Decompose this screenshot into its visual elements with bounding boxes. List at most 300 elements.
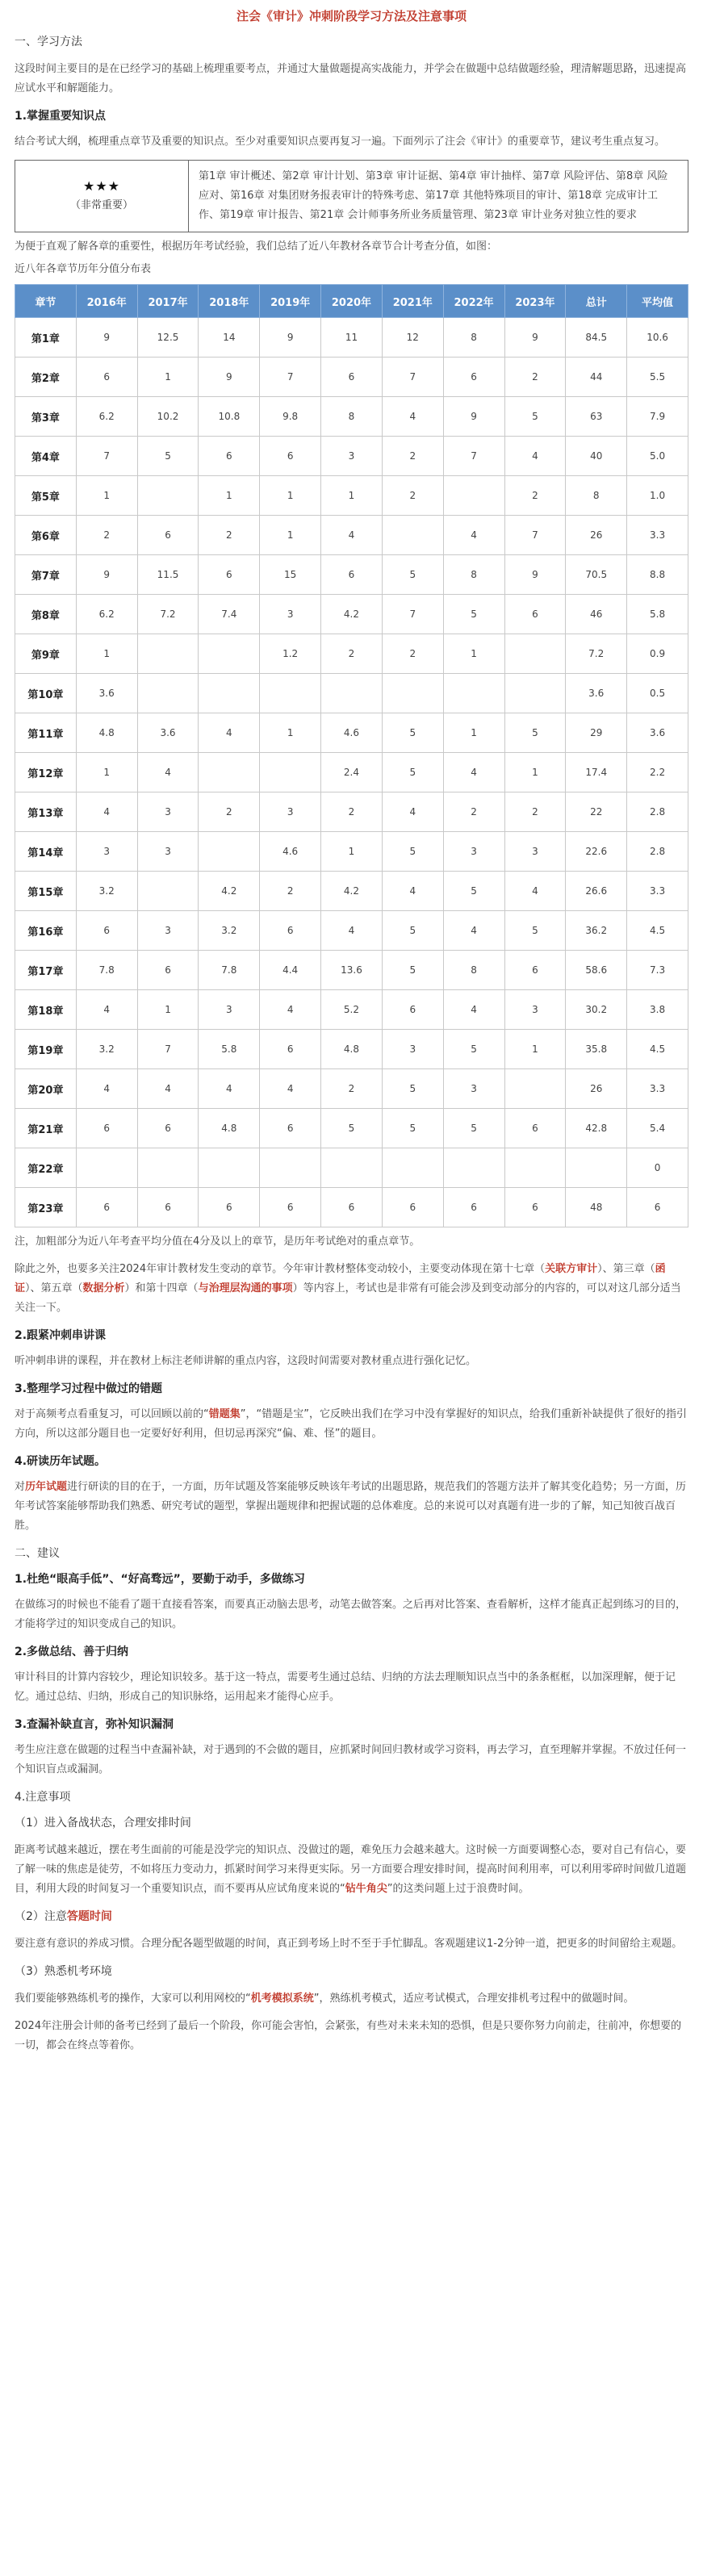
table-row	[15, 358, 688, 397]
score-cell: 3	[260, 595, 321, 634]
score-cell	[137, 872, 199, 911]
score-cell: 3	[199, 990, 260, 1030]
highlight-mistake-book: 错题集	[208, 1408, 241, 1420]
score-cell	[76, 1148, 137, 1188]
past-exams-text-a: 对	[15, 1481, 26, 1493]
score-cell: 22.6	[566, 832, 627, 872]
score-cell: 1	[504, 1030, 566, 1069]
chapter-cell: 第10章	[15, 674, 77, 713]
score-cell: 5	[382, 753, 443, 792]
score-cell: 22	[566, 792, 627, 832]
score-cell: 2.8	[627, 832, 688, 872]
score-cell: 6	[443, 1188, 504, 1227]
score-cell: 1	[443, 634, 504, 674]
score-cell: 10.2	[137, 397, 199, 437]
score-cell: 6	[260, 1030, 321, 1069]
heading-exam-environment: （3）熟悉机考环境	[15, 1965, 112, 1978]
score-cell: 5	[382, 951, 443, 990]
table-row	[15, 1109, 688, 1148]
score-cell: 7.3	[627, 951, 688, 990]
score-cell: 5.0	[627, 437, 688, 476]
score-cell: 4	[76, 1069, 137, 1109]
score-cell: 9.8	[260, 397, 321, 437]
score-cell: 3	[321, 437, 383, 476]
score-cell: 13.6	[321, 951, 383, 990]
score-cell: 4	[260, 1069, 321, 1109]
score-cell: 6	[137, 1188, 199, 1227]
score-cell: 70.5	[566, 555, 627, 595]
score-cell: 17.4	[566, 753, 627, 792]
chapter-cell: 第16章	[15, 911, 77, 951]
score-cell: 3	[260, 792, 321, 832]
table-row	[15, 318, 688, 358]
schedule-text-a: 距离考试越来越近，摆在考生面前的可能是没学完的知识点、没做过的题，难免压力会越来越大。这时候一方面要调整心态，要对自己有信心，要了解一味的焦虑是徒劳，不如将压力变动力，抓紧时间学习来得更实际。另一方面要合理安排时间，提高时间利用率，可以利用零碎时间做几道题目，利用大段的时间复习一个重要知识点，而不要再从应试角度来说的“	[15, 1844, 687, 1895]
score-cell	[443, 1148, 504, 1188]
table-body	[15, 318, 688, 1227]
table-row	[15, 674, 688, 713]
score-cell: 5.5	[627, 358, 688, 397]
highlight-answer-time: 答题时间	[66, 1910, 112, 1923]
score-cell: 5	[504, 397, 566, 437]
chapter-cell: 第17章	[15, 951, 77, 990]
score-cell: 4.6	[260, 832, 321, 872]
chapter-cell: 第15章	[15, 872, 77, 911]
score-cell	[137, 674, 199, 713]
score-cell: 7	[504, 516, 566, 555]
highlight-governance: 与治理层沟通的事项	[198, 1282, 293, 1294]
score-cell: 4	[199, 1069, 260, 1109]
score-cell: 4	[321, 516, 383, 555]
score-cell: 4.6	[321, 713, 383, 753]
score-cell: 5	[382, 832, 443, 872]
score-cell: 5.8	[199, 1030, 260, 1069]
score-cell: 4.5	[627, 1030, 688, 1069]
score-cell: 1.2	[260, 634, 321, 674]
score-cell: 9	[76, 555, 137, 595]
score-cell: 8	[443, 951, 504, 990]
score-cell	[443, 674, 504, 713]
key-chapters-list: 第1章 审计概述、第2章 审计计划、第3章 审计证据、第4章 审计抽样、第7章 风险评估、第8章 风险应对、第16章 对集团财务报表审计的特殊考虑、第17章 其他特殊项目的审计、第18章 完成审计工作、第19章 审计报告、第21章 会计师事务所业务质量管理、第23章 审计业务对独立性的要求	[189, 161, 688, 232]
score-cell	[382, 1148, 443, 1188]
score-cell: 1	[137, 358, 199, 397]
score-cell: 4	[199, 713, 260, 753]
table-row	[15, 516, 688, 555]
summarize-text: 审计科目的计算内容较少，理论知识较多。基于这一特点，需要考生通过总结、归纳的方法去理顺知识点当中的条条框框，以加深理解，便于记忆。通过总结、归纳，形成自己的知识脉络，运用起来才能得心应手。	[15, 1671, 676, 1703]
score-cell: 42.8	[566, 1109, 627, 1148]
table-row	[15, 990, 688, 1030]
score-cell: 7.8	[199, 951, 260, 990]
score-cell: 15	[260, 555, 321, 595]
score-cell: 1	[76, 476, 137, 516]
score-cell: 5	[382, 911, 443, 951]
table-row	[15, 792, 688, 832]
score-cell: 6	[76, 1188, 137, 1227]
score-cell: 12.5	[137, 318, 199, 358]
score-cell	[321, 674, 383, 713]
score-cell: 4	[382, 872, 443, 911]
score-cell: 4.2	[321, 595, 383, 634]
answer-time-text: 要注意有意识的养成习惯。合理分配各题型做题的时间，真正到考场上时不至于手忙脚乱。客观题建议1-2分钟一道，把更多的时间留给主观题。	[15, 1938, 683, 1950]
table-row	[15, 753, 688, 792]
chapter-cell: 第6章	[15, 516, 77, 555]
column-header: 2017年	[137, 285, 199, 318]
score-cell: 6	[137, 951, 199, 990]
score-cell: 4.2	[199, 872, 260, 911]
score-cell: 1	[137, 990, 199, 1030]
score-cell: 6	[382, 990, 443, 1030]
heading-practice	[15, 1571, 688, 1587]
score-cell	[260, 753, 321, 792]
score-cell: 6	[504, 951, 566, 990]
score-cell: 4	[137, 753, 199, 792]
table-row	[15, 1069, 688, 1109]
score-cell: 5	[137, 437, 199, 476]
score-cell: 3	[504, 990, 566, 1030]
score-cell: 3.8	[627, 990, 688, 1030]
score-cell: 6	[504, 1109, 566, 1148]
score-cell: 4	[76, 990, 137, 1030]
change-text: ）等内容上，考试也是非常有可能会涉及到变动部分的内容的，可以对这几部分适当关注一下。	[15, 1282, 681, 1314]
score-cell: 26	[566, 516, 627, 555]
score-cell: 30.2	[566, 990, 627, 1030]
table-row	[15, 555, 688, 595]
score-cell: 11.5	[137, 555, 199, 595]
score-cell: 8	[566, 476, 627, 516]
score-cell: 3.6	[627, 713, 688, 753]
score-cell: 6	[382, 1188, 443, 1227]
score-cell: 3.6	[76, 674, 137, 713]
score-cell	[199, 1148, 260, 1188]
score-cell: 8	[443, 318, 504, 358]
score-cell: 4	[382, 397, 443, 437]
column-header: 2023年	[504, 285, 566, 318]
score-cell	[199, 753, 260, 792]
score-cell: 6.2	[76, 397, 137, 437]
highlight-confirmation: 函证	[15, 1263, 666, 1294]
table-header-row	[15, 285, 688, 318]
star-rating: ★★★	[82, 178, 121, 194]
heading-fill-gaps: 3.查漏补缺直言，弥补知识漏洞	[15, 1718, 174, 1731]
score-cell: 4.5	[627, 911, 688, 951]
score-cell: 2	[504, 358, 566, 397]
score-cell: 5	[443, 872, 504, 911]
highlight-nitpick: 钻牛角尖	[345, 1883, 387, 1895]
score-cell	[504, 634, 566, 674]
column-header: 2020年	[321, 285, 383, 318]
schedule-text-b: ”的这类问题上过于浪费时间。	[387, 1883, 529, 1895]
score-cell: 2	[382, 476, 443, 516]
score-cell: 6	[76, 911, 137, 951]
score-cell: 1	[76, 753, 137, 792]
score-cell: 4	[443, 990, 504, 1030]
column-header: 2018年	[199, 285, 260, 318]
score-cell: 6	[260, 1109, 321, 1148]
chapter-cell: 第19章	[15, 1030, 77, 1069]
score-cell	[199, 832, 260, 872]
table-row	[15, 713, 688, 753]
score-cell: 7.8	[76, 951, 137, 990]
highlight-past-exams: 历年试题	[25, 1481, 68, 1493]
score-cell: 1	[504, 753, 566, 792]
mistakes-text-a: 对于高频考点看重复习，可以回顾以前的“	[15, 1408, 209, 1420]
score-cell: 7.4	[199, 595, 260, 634]
score-cell: 14	[199, 318, 260, 358]
score-cell: 5	[443, 1109, 504, 1148]
score-cell: 2	[443, 792, 504, 832]
score-cell: 58.6	[566, 951, 627, 990]
score-cell: 1	[443, 713, 504, 753]
score-cell: 9	[76, 318, 137, 358]
answer-time-heading-a: （2）注意	[15, 1910, 67, 1923]
score-cell: 6	[76, 358, 137, 397]
heading-summarize: 2.多做总结、善于归纳	[15, 1646, 129, 1658]
heading-mistakes: 3.整理学习过程中做过的错题	[15, 1382, 163, 1395]
score-cell	[260, 674, 321, 713]
section-heading-suggestions: 二、建议	[15, 1547, 60, 1560]
heading-key-points: 1.掌握重要知识点	[15, 110, 107, 123]
score-cell: 2	[382, 634, 443, 674]
score-cell: 8.8	[627, 555, 688, 595]
score-cell: 2	[199, 516, 260, 555]
table-row	[15, 911, 688, 951]
table-row	[15, 437, 688, 476]
score-cell: 0	[627, 1148, 688, 1188]
chapter-cell: 第2章	[15, 358, 77, 397]
past-exams-text	[15, 1478, 688, 1536]
score-cell: 7	[382, 358, 443, 397]
score-cell: 1	[76, 634, 137, 674]
chapter-cell: 第9章	[15, 634, 77, 674]
score-cell: 84.5	[566, 318, 627, 358]
score-cell: 11	[321, 318, 383, 358]
score-cell: 4	[137, 1069, 199, 1109]
score-cell: 9	[504, 555, 566, 595]
score-cell: 1.0	[627, 476, 688, 516]
score-cell: 4.4	[260, 951, 321, 990]
table-row	[15, 1188, 688, 1227]
score-cell: 36.2	[566, 911, 627, 951]
column-header: 总计	[566, 285, 627, 318]
score-cell: 4	[443, 753, 504, 792]
score-cell: 5	[321, 1109, 383, 1148]
fill-gaps-text: 考生应注意在做题的过程当中查漏补缺，对于遇到的不会做的题目，应抓紧时间回归教材或学习资料，再去学习，直至理解并掌握。不放过任何一个知识盲点或漏洞。	[15, 1744, 687, 1775]
score-cell: 7	[382, 595, 443, 634]
score-cell	[566, 1148, 627, 1188]
score-cell	[504, 674, 566, 713]
score-cell: 3	[76, 832, 137, 872]
heading-notes: 4.注意事项	[15, 1791, 71, 1804]
score-cell: 0.5	[627, 674, 688, 713]
score-cell: 26.6	[566, 872, 627, 911]
score-cell: 4.8	[76, 713, 137, 753]
score-cell: 2.8	[627, 792, 688, 832]
highlight-mock-system: 机考模拟系统	[250, 1993, 314, 2005]
chapter-cell: 第13章	[15, 792, 77, 832]
score-cell: 5.4	[627, 1109, 688, 1148]
exam-environment-text-b: ”，熟练机考模式，适应考试模式，合理安排机考过程中的做题时间。	[313, 1993, 634, 2005]
score-cell: 3	[137, 792, 199, 832]
chapter-cell: 第3章	[15, 397, 77, 437]
score-cell: 3.3	[627, 1069, 688, 1109]
score-cell: 4	[382, 792, 443, 832]
score-cell: 7.2	[566, 634, 627, 674]
heading-schedule: （1）进入备战状态，合理安排时间	[15, 1817, 191, 1830]
chapter-cell: 第23章	[15, 1188, 77, 1227]
score-cell: 3.3	[627, 872, 688, 911]
chapter-cell: 第20章	[15, 1069, 77, 1109]
score-cell: 2	[321, 634, 383, 674]
score-cell: 3	[137, 832, 199, 872]
score-cell: 3.3	[627, 516, 688, 555]
table-row	[15, 951, 688, 990]
table-caption: 近八年各章节历年分值分布表	[15, 263, 152, 275]
score-cell: 1	[260, 476, 321, 516]
score-cell: 2	[260, 872, 321, 911]
score-cell: 7	[137, 1030, 199, 1069]
key-chapters-box	[15, 160, 688, 232]
chapter-cell: 第14章	[15, 832, 77, 872]
score-cell: 4	[260, 990, 321, 1030]
score-cell: 6	[199, 437, 260, 476]
mistakes-text-b: ”，“错题是宝”，它反映出我们在学习中没有掌握好的知识点，给我们重新补缺提供了很好的指引方向，所以这部分题目也一定要好好利用，但切忌再深究“偏、难、怪”的题目。	[15, 1408, 687, 1440]
score-cell: 6	[504, 1188, 566, 1227]
chapter-cell: 第11章	[15, 713, 77, 753]
score-cell: 3	[443, 1069, 504, 1109]
score-cell: 6	[321, 1188, 383, 1227]
score-cell: 6	[260, 911, 321, 951]
change-chapters-text	[15, 1260, 688, 1318]
score-cell: 7	[443, 437, 504, 476]
table-row	[15, 872, 688, 911]
score-cell: 3.6	[137, 713, 199, 753]
score-cell: 6	[137, 516, 199, 555]
score-cell: 6	[321, 555, 383, 595]
score-cell: 0.9	[627, 634, 688, 674]
score-cell	[382, 674, 443, 713]
column-header: 章节	[15, 285, 77, 318]
score-cell: 3.6	[566, 674, 627, 713]
score-cell	[137, 1148, 199, 1188]
importance-level: （非常重要）	[69, 199, 133, 211]
score-cell: 4.8	[321, 1030, 383, 1069]
highlight-data-analysis: 数据分析	[82, 1282, 125, 1294]
score-cell: 5	[443, 1030, 504, 1069]
score-cell	[321, 1148, 383, 1188]
score-cell: 9	[199, 358, 260, 397]
score-cell: 7.2	[137, 595, 199, 634]
table-row	[15, 1030, 688, 1069]
score-cell: 8	[443, 555, 504, 595]
score-cell: 3	[137, 911, 199, 951]
change-text: ）、第五章（	[25, 1282, 83, 1294]
score-cell	[137, 476, 199, 516]
chapter-cell: 第21章	[15, 1109, 77, 1148]
score-cell: 6	[443, 358, 504, 397]
score-cell: 4.2	[321, 872, 383, 911]
score-cell: 2	[76, 516, 137, 555]
score-cell: 2	[504, 792, 566, 832]
score-cell: 2	[382, 437, 443, 476]
score-cell: 12	[382, 318, 443, 358]
chapter-cell: 第4章	[15, 437, 77, 476]
exam-environment-text	[15, 1989, 688, 2009]
score-cell: 2	[199, 792, 260, 832]
column-header: 2021年	[382, 285, 443, 318]
chapter-cell: 第18章	[15, 990, 77, 1030]
change-text: ）、第三章（	[597, 1263, 655, 1275]
score-cell: 1	[199, 476, 260, 516]
score-cell: 6	[76, 1109, 137, 1148]
score-cell: 5	[382, 555, 443, 595]
score-cell: 7	[76, 437, 137, 476]
methods-intro: 这段时间主要目的是在已经学习的基础上梳理重要考点，并通过大量做题提高实战能力，并学会在做题中总结做题经验，理清解题思路，迅速提高应试水平和解题能力。	[15, 63, 687, 94]
highlight-related-party: 关联方审计	[545, 1263, 598, 1275]
score-cell	[137, 634, 199, 674]
score-cell: 63	[566, 397, 627, 437]
score-distribution-table	[15, 284, 688, 1227]
score-cell: 4	[321, 911, 383, 951]
score-cell: 35.8	[566, 1030, 627, 1069]
score-cell: 26	[566, 1069, 627, 1109]
score-cell: 6	[260, 437, 321, 476]
score-cell: 1	[321, 832, 383, 872]
table-row	[15, 634, 688, 674]
score-cell: 9	[260, 318, 321, 358]
chapter-cell: 第12章	[15, 753, 77, 792]
score-cell: 6.2	[76, 595, 137, 634]
score-cell: 7.9	[627, 397, 688, 437]
past-exams-text-b: 进行研读的目的在于，一方面，历年试题及答案能够反映该年考试的出题思路，规范我们的答题方法并了解其变化趋势；另一方面，历年考试答案能够帮助我们熟悉、研究考试的题型，掌握出题规律和把握试题的总体难度。总的来说可以对真题有进一步的了解，知己知彼百战百胜。	[15, 1481, 687, 1532]
score-cell: 1	[260, 713, 321, 753]
exam-environment-text-a: 我们要能够熟练机考的操作，大家可以利用网校的“	[15, 1993, 251, 2005]
score-cell: 2.4	[321, 753, 383, 792]
table-row	[15, 595, 688, 634]
table-row	[15, 1148, 688, 1188]
score-cell: 6	[199, 1188, 260, 1227]
score-cell: 7	[260, 358, 321, 397]
score-cell	[260, 1148, 321, 1188]
chapter-cell: 第22章	[15, 1148, 77, 1188]
score-cell: 4	[443, 911, 504, 951]
score-cell: 5.2	[321, 990, 383, 1030]
score-cell: 3.2	[199, 911, 260, 951]
score-cell: 4	[76, 792, 137, 832]
score-cell: 3	[504, 832, 566, 872]
score-intro: 为便于直观了解各章的重要性，根据历年考试经验，我们总结了近八年教材各章节合计考查分值，如图：	[15, 240, 498, 253]
score-cell: 6	[260, 1188, 321, 1227]
key-points-text: 结合考试大纲，梳理重点章节及重要的知识点。至少对重要知识点要再复习一遍。下面列示了注会《审计》的重要章节，建议考生重点复习。	[15, 136, 666, 148]
score-cell: 5.8	[627, 595, 688, 634]
score-cell: 5	[382, 1109, 443, 1148]
sprint-course-text: 听冲刺串讲的课程，并在教材上标注老师讲解的重点内容，这段时间需要对教材重点进行强化记忆。	[15, 1355, 477, 1367]
score-cell: 1	[260, 516, 321, 555]
heading-past-exams: 4.研读历年试题。	[15, 1455, 107, 1468]
practice-text: 在做练习的时候也不能看了题干直接看答案，而要真正动脑去思考，动笔去做答案。之后再对比答案、查看解析，这样才能真正起到练习的目的，才能将学过的知识变成自己的知识。	[15, 1599, 687, 1630]
score-cell: 8	[321, 397, 383, 437]
score-cell: 4	[504, 437, 566, 476]
closing-text: 2024年注册会计师的备考已经到了最后一个阶段，你可能会害怕，会紧张，有些对未来未知的恐惧，但是只要你努力向前走，往前冲，你想要的一切，都会在终点等着你。	[15, 2020, 682, 2051]
chapter-cell: 第8章	[15, 595, 77, 634]
table-row	[15, 832, 688, 872]
chapter-cell: 第1章	[15, 318, 77, 358]
table-row	[15, 476, 688, 516]
score-cell: 9	[504, 318, 566, 358]
score-cell: 2	[321, 792, 383, 832]
score-cell: 2	[321, 1069, 383, 1109]
score-cell	[199, 634, 260, 674]
score-cell	[504, 1069, 566, 1109]
score-cell	[443, 476, 504, 516]
